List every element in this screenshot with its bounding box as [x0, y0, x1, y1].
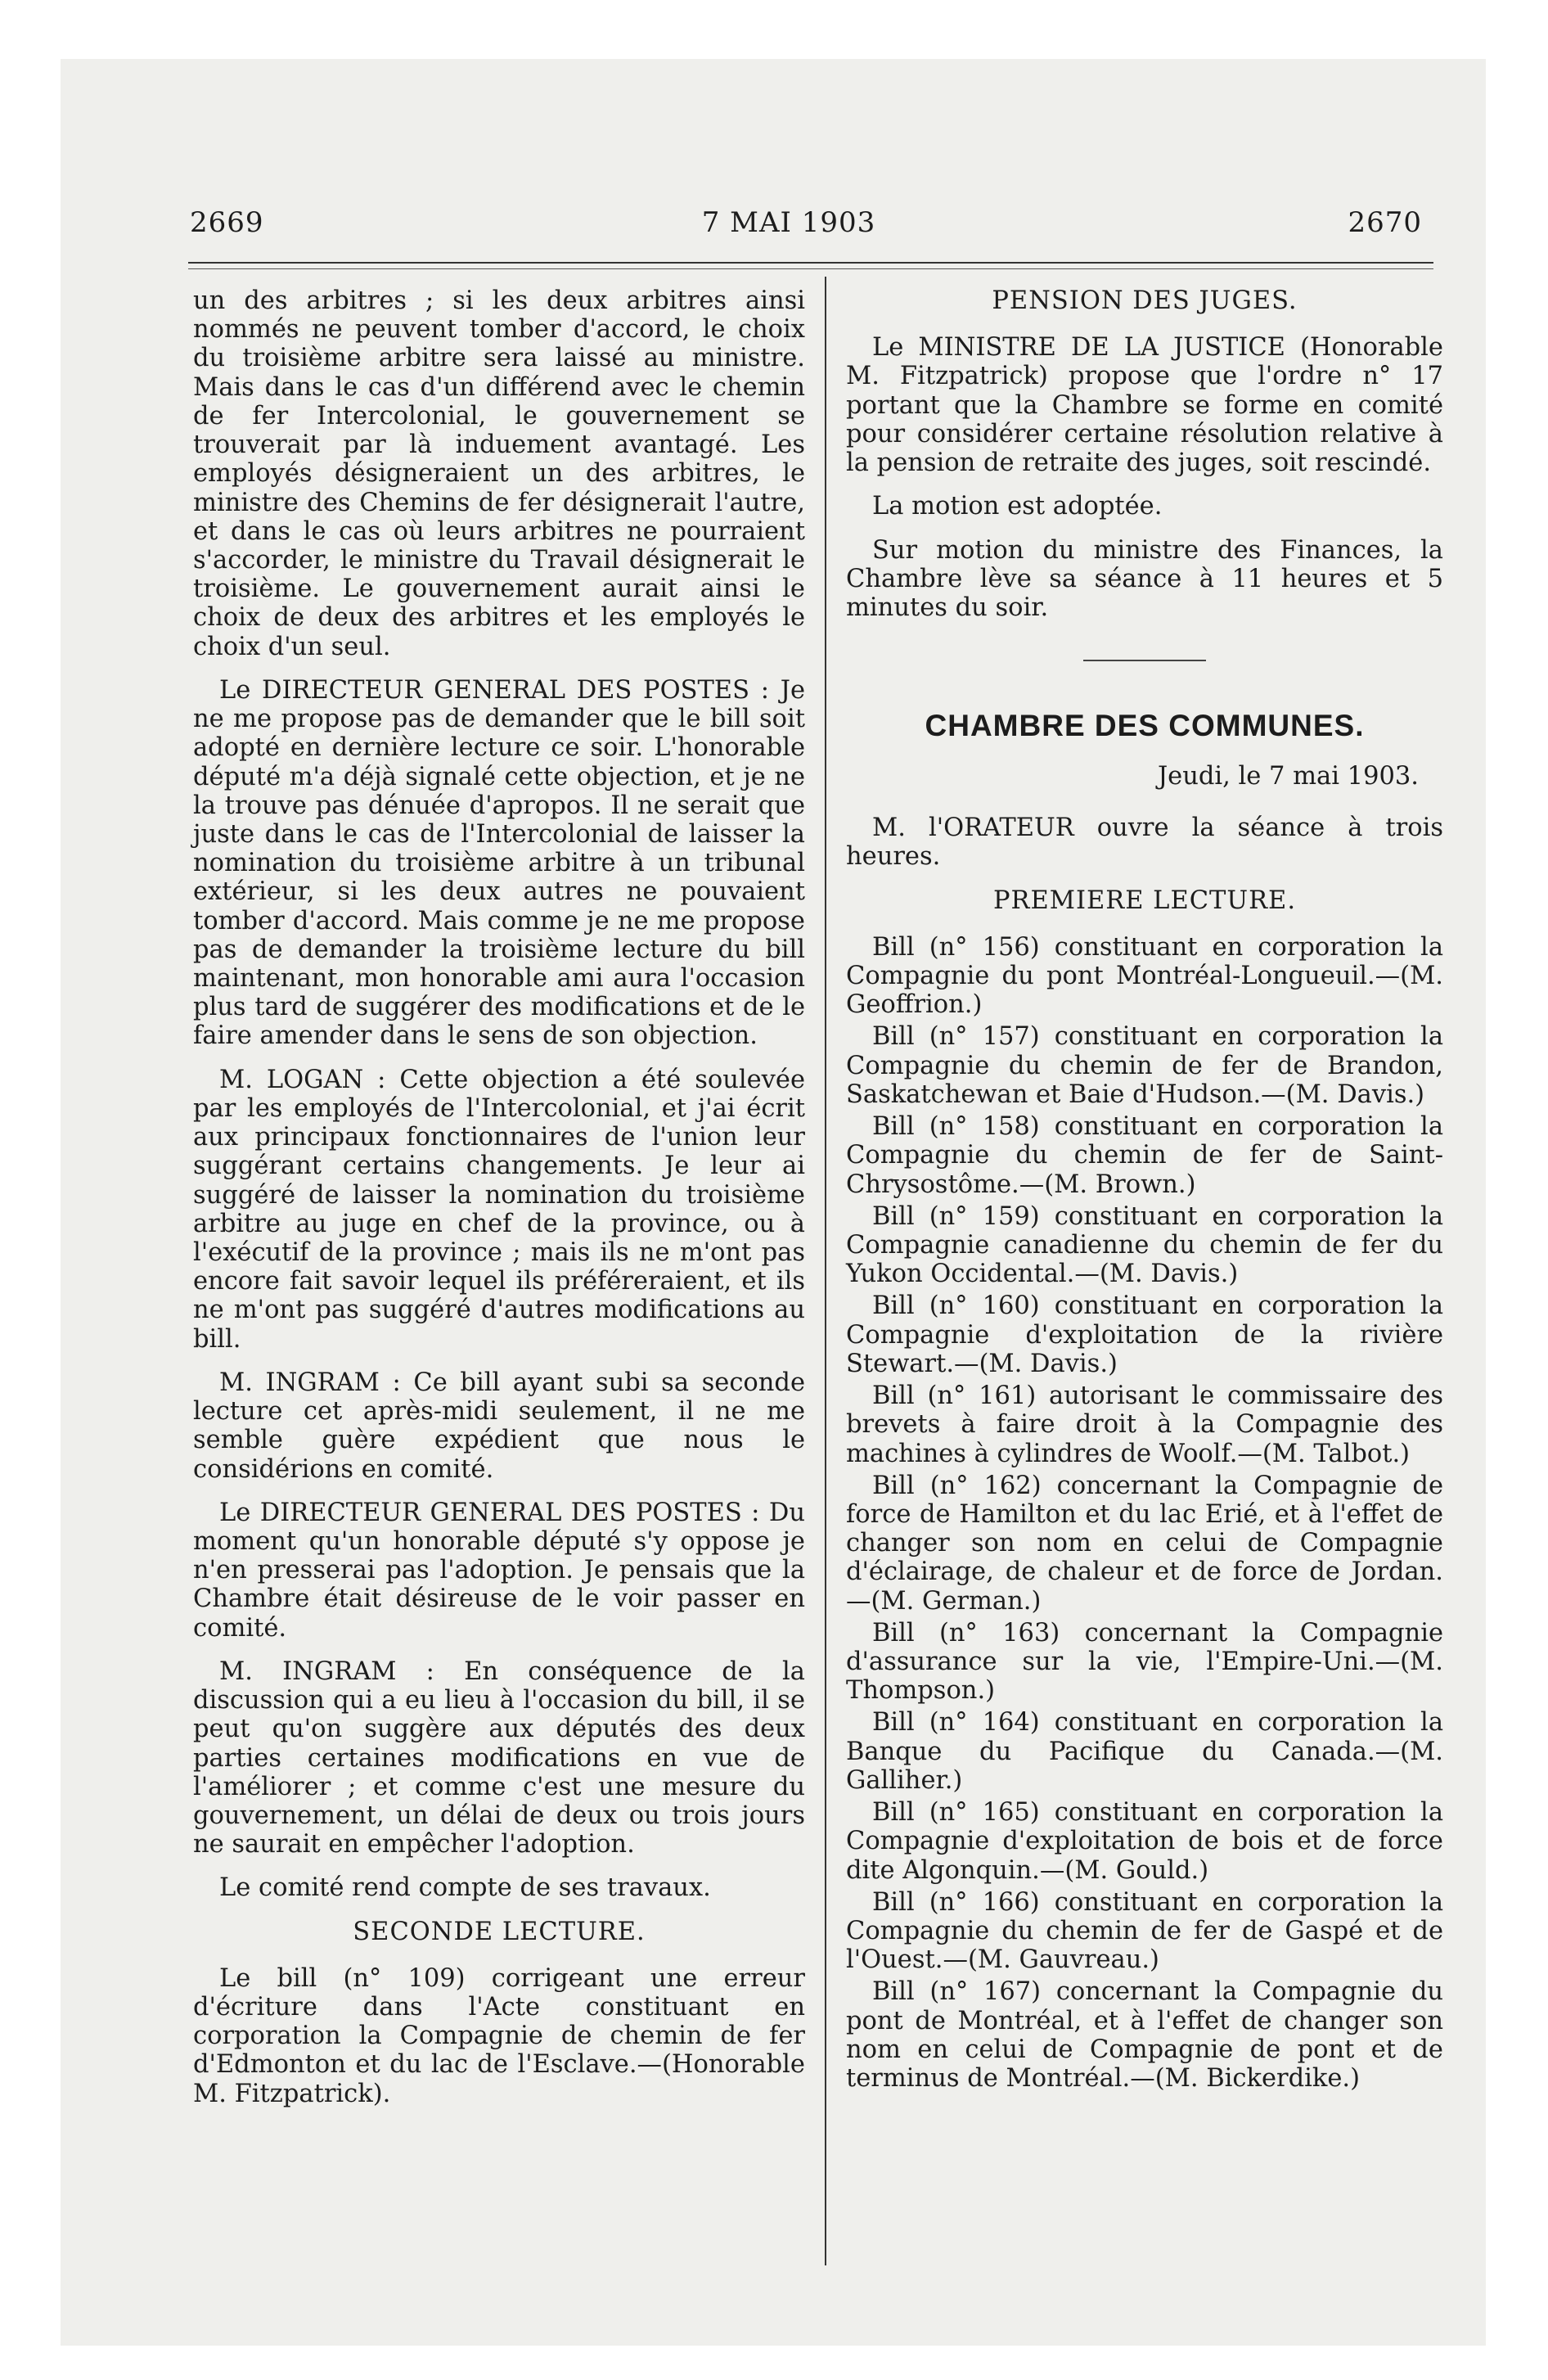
page-date: 7 MAI 1903 [701, 206, 876, 239]
bill-entry: Bill (n° 156) constituant en corporation la Compagnie du pont Montréal-Longueuil.—(M. Geoffrion.) [846, 932, 1443, 1020]
bill-entry: Bill (n° 166) constituant en corporation la Compagnie du chemin de fer de Gaspé et de l'Ouest.—(M. Gauvreau.) [846, 1887, 1443, 1975]
paragraph: M. INGRAM : En conséquence de la discussion qui a eu lieu à l'occasion du bill, il se peut qu'on suggère aux députés des deux parties certaines modifications en vue de l'améliorer ; et comme c'est une mesure du gouvernement, un délai de deux ou trois jours ne saurait en empêcher l'adoption. [193, 1657, 805, 1859]
bill-entry: Bill (n° 162) concernant la Compagnie de force de Hamilton et du lac Erié, et à l'effet de changer son nom en celui de Compagnie d'éclairage, de chaleur et de force de Jordan.—(M. German.) [846, 1471, 1443, 1616]
column-divider [825, 277, 826, 2265]
bill-entry: Bill (n° 165) constituant en corporation la Compagnie d'exploitation de bois et de force dite Algonquin.—(M. Gould.) [846, 1798, 1443, 1885]
paragraph: M. l'ORATEUR ouvre la séance à trois heures. [846, 814, 1443, 872]
right-column [846, 286, 1443, 2096]
left-page-number: 2669 [190, 206, 264, 239]
paragraph: un des arbitres ; si les deux arbitres ainsi nommés ne peuvent tomber d'accord, le choix du troisième arbitre sera laissé au ministre. Mais dans le cas d'un différend avec le chemin de fer Intercolonial, le gouvernement se trouverait par là induement avantagé. Les employés désigneraient un des arbitres, le ministre des Chemins de fer désignerait l'autre, et dans le cas où leurs arbitres ne pourraient s'accorder, le ministre du Travail désignerait le troisième. Le gouvernement aurait ainsi le choix de deux des arbitres et les employés le choix d'un seul. [193, 286, 805, 661]
hansard-page [137, 123, 1443, 2316]
paragraph: Sur motion du ministre des Finances, la Chambre lève sa séance à 11 heures et 5 minutes du soir. [846, 535, 1443, 622]
section-rule [1083, 660, 1206, 661]
bill-entry: Bill (n° 167) concernant la Compagnie du pont de Montréal, et à l'effet de changer son nom en celui de Compagnie de pont et de terminus de Montréal.—(M. Bickerdike.) [846, 1977, 1443, 2094]
bill-entry: Bill (n° 164) constituant en corporation la Banque du Pacifique du Canada.—(M. Galliher.) [846, 1708, 1443, 1795]
right-page-number: 2670 [1348, 206, 1422, 239]
bill-entry: Bill (n° 160) constituant en corporation la Compagnie d'exploitation de la rivière Stewart.—(M. Davis.) [846, 1291, 1443, 1378]
paragraph: M. LOGAN : Cette objection a été soulevée par les employés de l'Intercolonial, et j'ai écrit aux principaux fonctionnaires de l'union leur suggérant certains changements. Je leur ai suggéré de laisser la nomination du troisième arbitre au juge en chef de la province, ou à l'exécutif de la province ; mais ils ne m'ont pas encore fait savoir lequel ils préféreraient, et ils ne m'ont pas suggéré d'autres modifications au bill. [193, 1065, 805, 1354]
bill-entry: Bill (n° 161) autorisant le commissaire des brevets à faire droit à la Compagnie des machines à cylindres de Woolf.—(M. Talbot.) [846, 1382, 1443, 1468]
paragraph: Le bill (n° 109) corrigeant une erreur d'écriture dans l'Acte constituant en corporation la Compagnie de chemin de fer d'Edmonton et du lac de l'Esclave.—(Honorable M. Fitzpatrick). [193, 1963, 805, 2108]
header-rule [188, 262, 1433, 264]
paragraph: M. INGRAM : Ce bill ayant subi sa seconde lecture cet après-midi seulement, il ne me semble guère expédient que nous le considérions en comité. [193, 1368, 805, 1484]
bill-entry: Bill (n° 163) concernant la Compagnie d'assurance sur la vie, l'Empire-Uni.—(M. Thompson.) [846, 1618, 1443, 1706]
bill-entry: Bill (n° 157) constituant en corporation la Compagnie du chemin de fer de Brandon, Saskatchewan et Baie d'Hudson.—(M. Davis.) [846, 1022, 1443, 1109]
paragraph: Le DIRECTEUR GENERAL DES POSTES : Je ne me propose pas de demander que le bill soit adopté en dernière lecture ce soir. L'honorable député m'a déjà signalé cette objection, et je ne la trouve pas dénuée d'apropos. Il ne serait que juste dans le cas de l'Intercolonial de laisser la nomination du troisième arbitre à un tribunal extérieur, si les deux autres ne pouvaient tomber d'accord. Mais comme je ne me propose pas de demander la troisième lecture du bill maintenant, mon honorable ami aura l'occasion plus tard de suggérer des modifications et de le faire amender dans le sens de son objection. [193, 675, 805, 1051]
paragraph: Le comité rend compte de ses travaux. [219, 1873, 711, 1903]
paragraph: La motion est adoptée. [872, 492, 1163, 521]
bill-entry: Bill (n° 158) constituant en corporation la Compagnie du chemin de fer de Saint-Chrysostôme.—(M. Brown.) [846, 1112, 1443, 1199]
sitting-date: Jeudi, le 7 mai 1903. [1157, 761, 1419, 791]
chambre-heading: CHAMBRE DES COMMUNES. [925, 709, 1365, 743]
left-column [193, 286, 805, 2123]
seconde-lecture-heading: SECONDE LECTURE. [353, 1917, 646, 1946]
paragraph: Le MINISTRE DE LA JUSTICE (Honorable M. Fitzpatrick) propose que l'ordre n° 17 portant que la Chambre se forme en comité pour considérer certaine résolution relative à la pension de retraite des juges, soit rescindé. [846, 333, 1443, 478]
scanned-page-background [61, 59, 1486, 2346]
pension-heading: PENSION DES JUGES. [992, 286, 1298, 315]
bill-entry: Bill (n° 159) constituant en corporation la Compagnie canadienne du chemin de fer du Yukon Occidental.—(M. Davis.) [846, 1201, 1443, 1289]
premiere-lecture-heading: PREMIERE LECTURE. [992, 886, 1297, 915]
paragraph: Le DIRECTEUR GENERAL DES POSTES : Du moment qu'un honorable député s'y oppose je n'en presserai pas l'adoption. Je pensais que la Chambre était désireuse de le voir passer en comité. [193, 1498, 805, 1643]
header-rule-thin [188, 268, 1433, 269]
